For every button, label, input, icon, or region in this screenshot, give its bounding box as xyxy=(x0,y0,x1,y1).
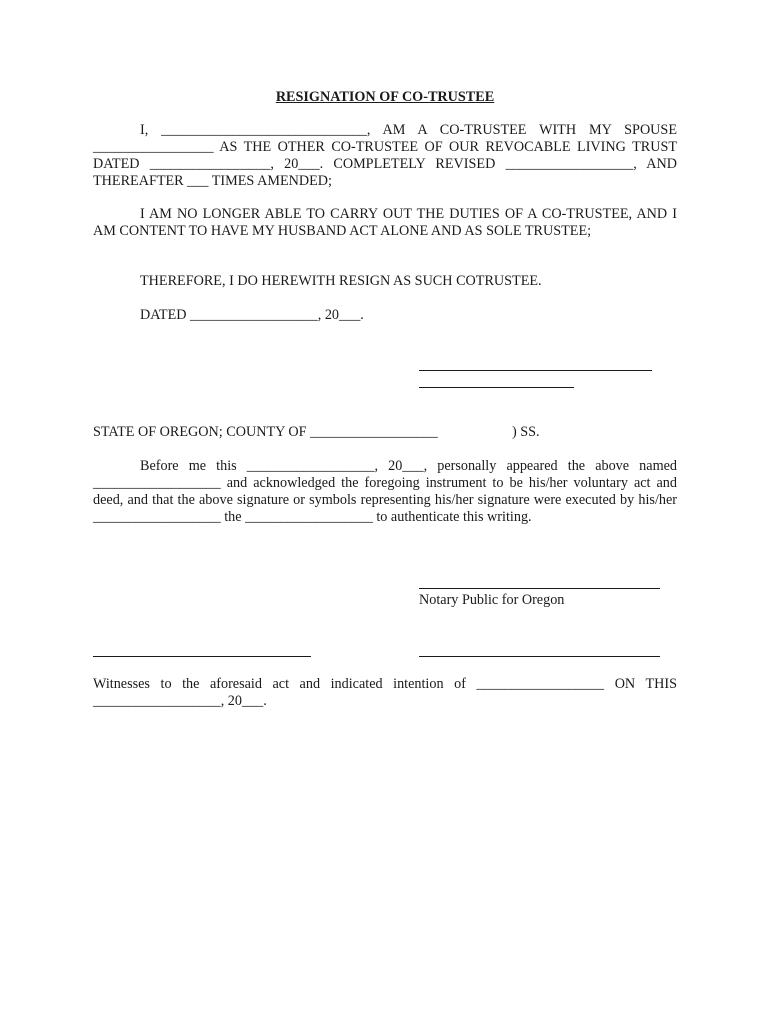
document-title: RESIGNATION OF CO-TRUSTEE xyxy=(275,89,495,105)
state-county-line: STATE OF OREGON; COUNTY OF __________________ xyxy=(93,424,438,440)
paragraph-notary-acknowledgment: Before me this __________________, 20___, personally appeared the above named __________________ and acknowledged the foregoing instrument to be his/her voluntary act and deed, and that the above signature or symbols representing his/her signature were executed by his/her __________________ the __________________ to authenticate this writing. xyxy=(93,458,677,525)
witness-signature-line-right xyxy=(419,656,660,657)
paragraph-dated: DATED __________________, 20___. xyxy=(140,307,364,323)
paragraph-co-trustee-declaration: I, _____________________________, AM A CO-TRUSTEE WITH MY SPOUSE _________________ AS THE OTHER CO-TRUSTEE OF OUR REVOCABLE LIVING TRUST DATED _________________, 20___. COMPLETELY REVISED __________________, AND THEREAFTER ___ TIMES AMENDED; xyxy=(93,122,677,189)
ss-label: ) SS. xyxy=(512,424,540,440)
paragraph-inability: I AM NO LONGER ABLE TO CARRY OUT THE DUTIES OF A CO-TRUSTEE, AND I AM CONTENT TO HAVE MY HUSBAND ACT ALONE AND AS SOLE TRUSTEE; xyxy=(93,206,677,239)
witness-signature-line-left xyxy=(93,656,311,657)
signature-line-top xyxy=(419,370,652,371)
paragraph-resignation: THEREFORE, I DO HEREWITH RESIGN AS SUCH COTRUSTEE. xyxy=(140,273,542,289)
notary-signature-line xyxy=(419,588,660,589)
paragraph-witness-statement: Witnesses to the aforesaid act and indicated intention of __________________ ON THIS __________________, 20___. xyxy=(93,676,677,709)
notary-label: Notary Public for Oregon xyxy=(419,592,565,608)
signature-line-second xyxy=(419,387,574,388)
